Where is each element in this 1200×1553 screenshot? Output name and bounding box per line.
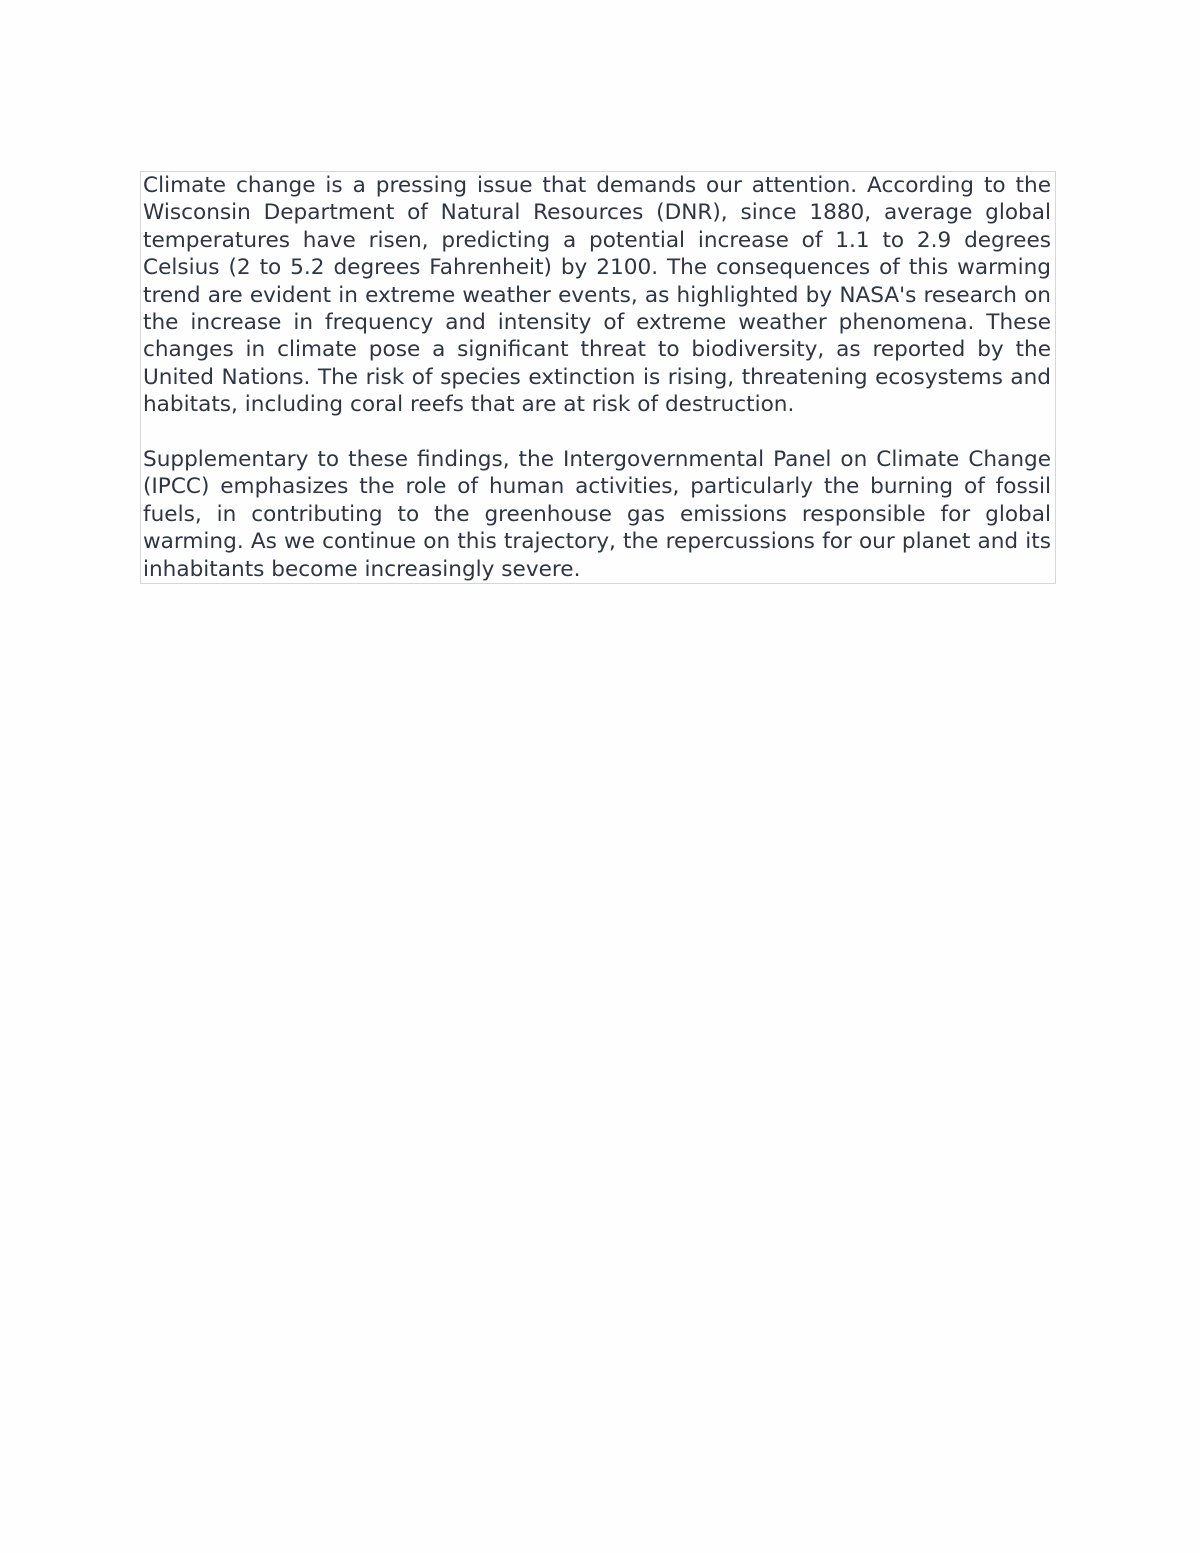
paragraph-climate-change-intro: Climate change is a pressing issue that demands our attention. According to the Wisconsin Department of Natural Resources (DNR), since 1880, average global temperatures have risen, predicting a potential increase of 1.1 to 2.9 degrees Celsius (2 to 5.2 degrees Fahrenheit) by 2100. The consequences of this warming trend are evident in extreme weather events, as highlighted by NASA's research on the increase in frequency and intensity of extreme weather phenomena. These changes in climate pose a significant threat to biodiversity, as reported by the United Nations. The risk of species extinction is rising, threatening ecosystems and habitats, including coral reefs that are at risk of destruction.	[143, 173, 1051, 418]
paragraph-ipcc-findings: Supplementary to these findings, the Intergovernmental Panel on Climate Change (IPCC) emphasizes the role of human activities, particularly the burning of fossil fuels, in contributing to the greenhouse gas emissions responsible for global warming. As we continue on this trajectory, the repercussions for our planet and its inhabitants become increasingly severe.	[143, 447, 1051, 582]
paragraph-spacer	[143, 419, 1051, 446]
text-box	[140, 171, 1056, 584]
